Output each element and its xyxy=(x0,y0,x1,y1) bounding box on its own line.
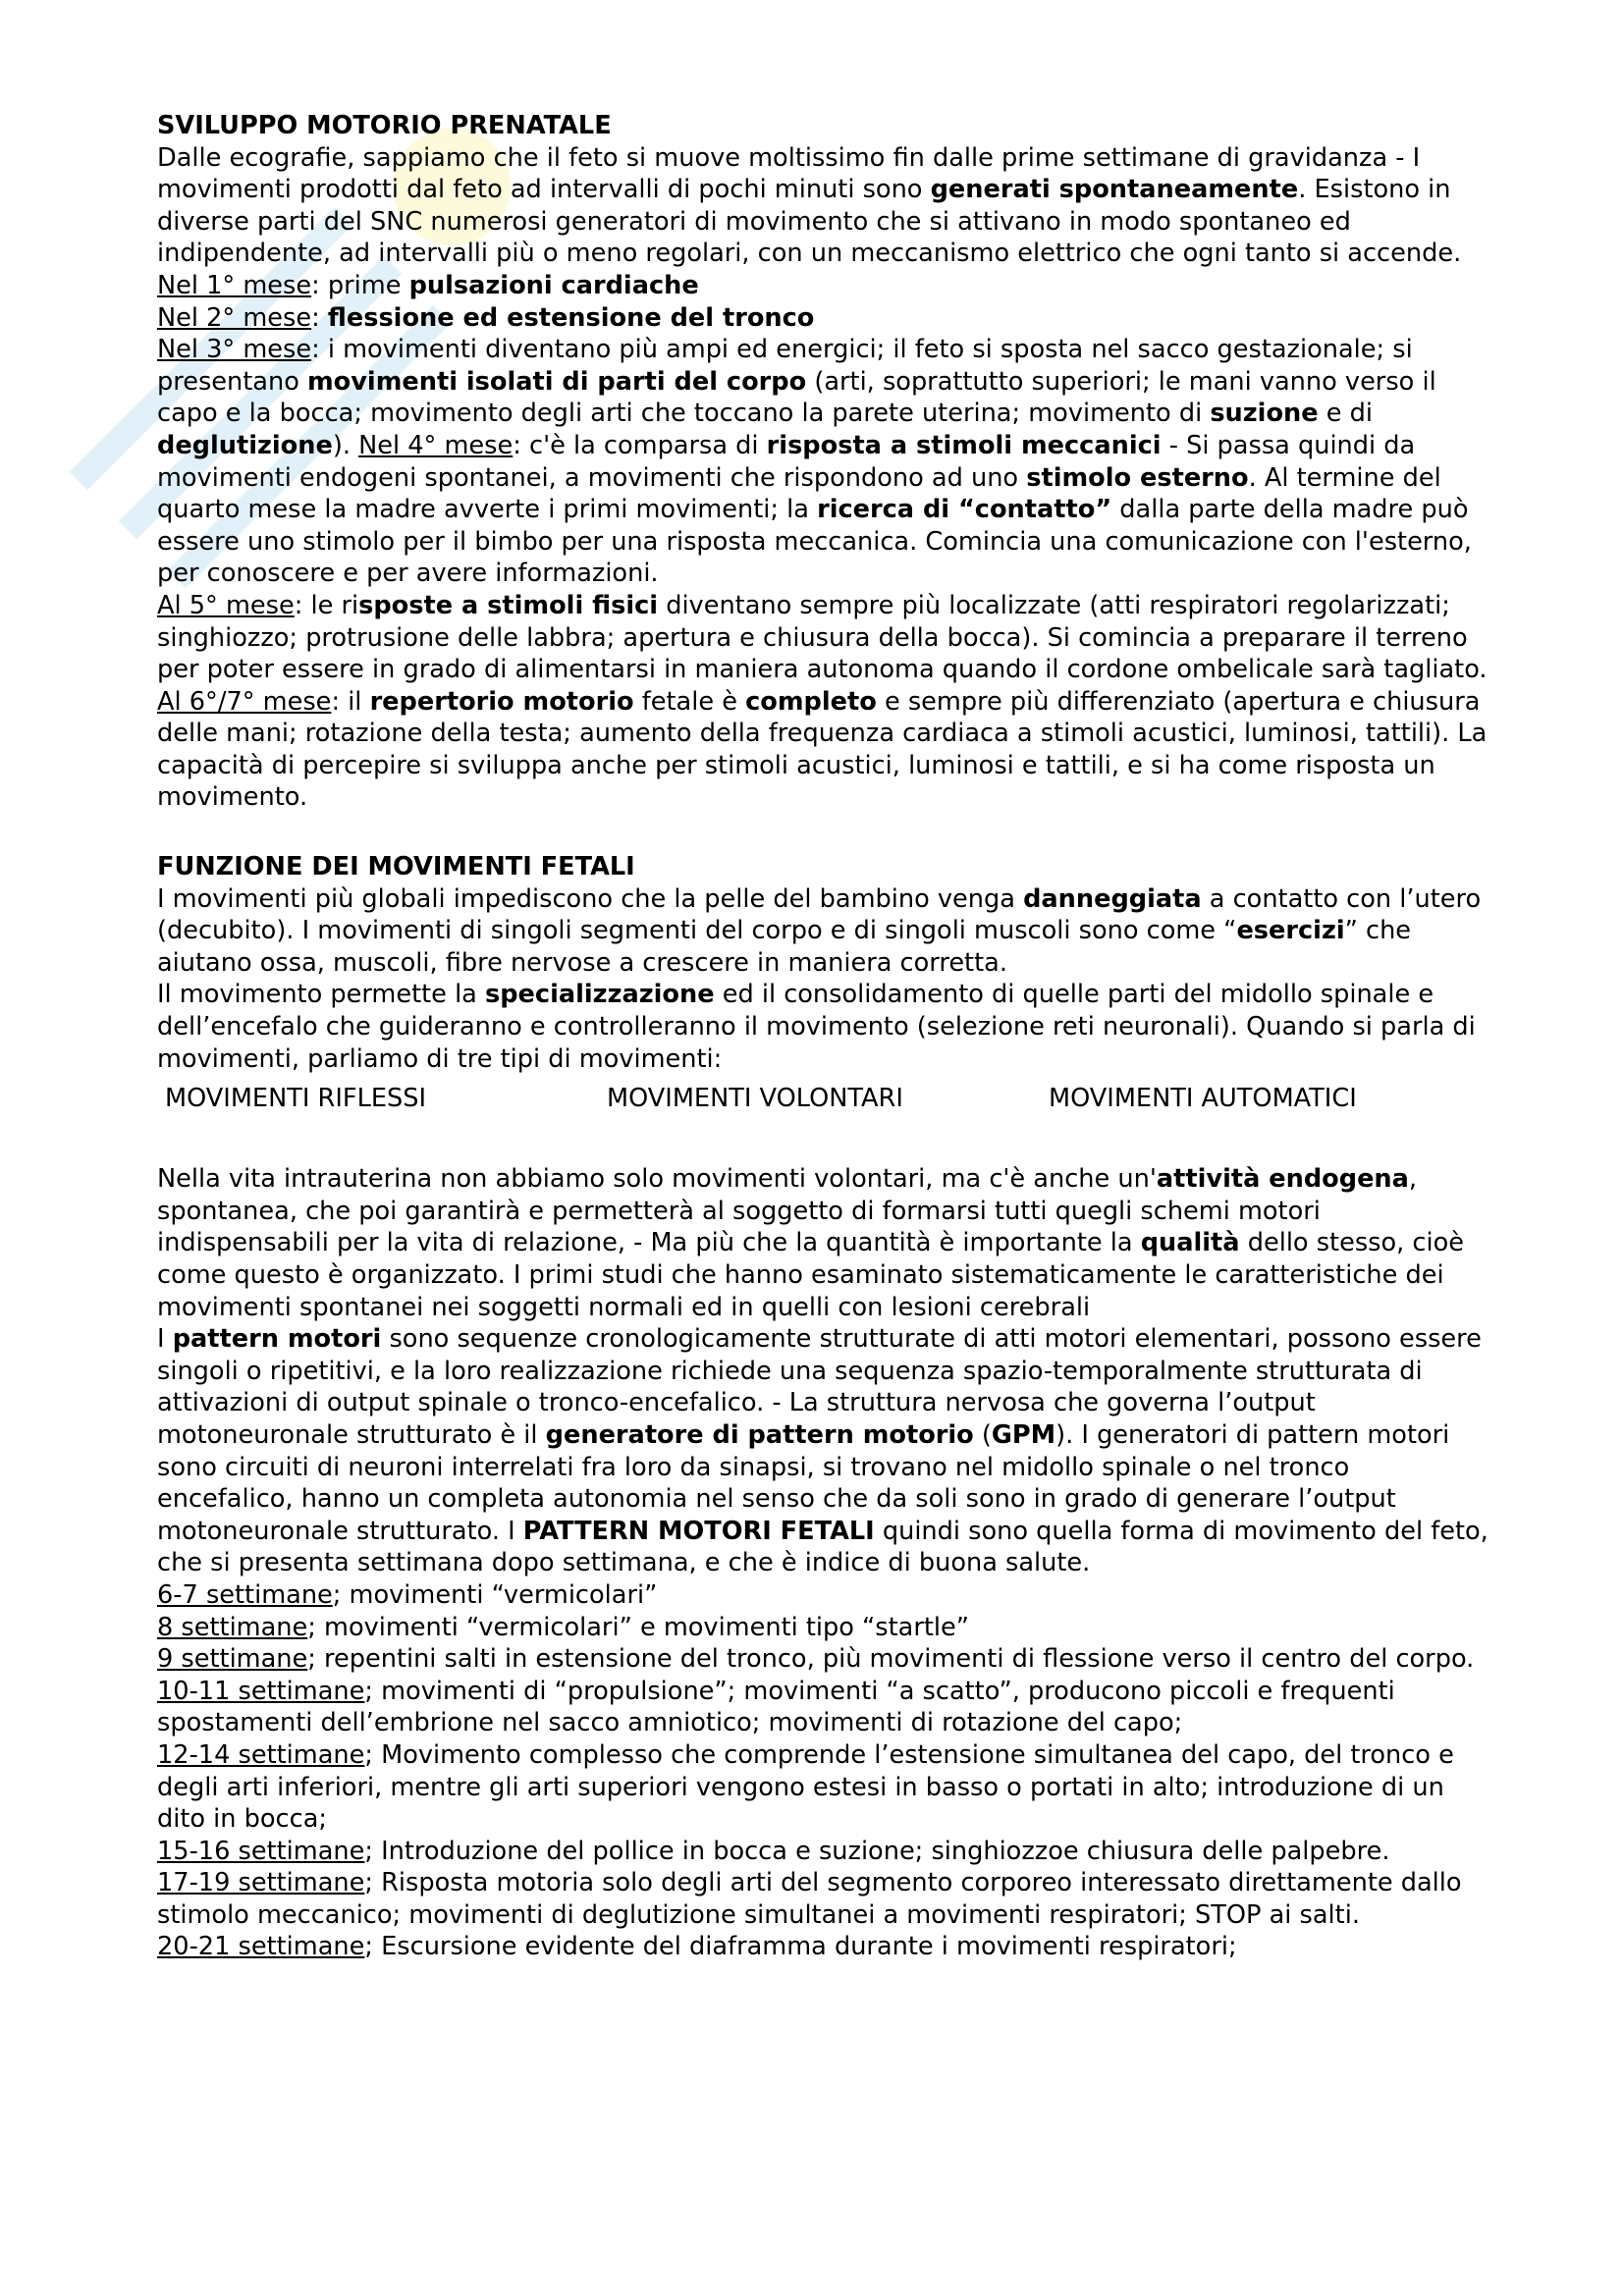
movement-type-reflex: MOVIMENTI RIFLESSI xyxy=(165,1084,427,1114)
text-run: ; repentini salti in estensione del tronco, più movimenti di flessione verso il centro del corpo. xyxy=(307,1644,1475,1675)
bold-text: generati spontaneamente xyxy=(930,175,1299,205)
text-run: e sempre più differenziato (apertura e chiusura delle mani; rotazione della testa; aumento della frequenza cardiaca a stimoli acustici, luminosi, tattili). La capacità di percepire si sviluppa anche per stimoli acustici, luminosi e tattili, e si ha come risposta un movimento. xyxy=(157,686,1488,813)
text-run: ; movimenti “vermicolari” e movimenti tipo “startle” xyxy=(307,1612,970,1642)
underlined-label: Nel 2° mese xyxy=(157,302,312,333)
bold-text: movimenti isolati di parti del corpo xyxy=(307,366,807,397)
underlined-label: 12-14 settimane xyxy=(157,1739,365,1770)
underlined-label: Al 6°/7° mese xyxy=(157,686,332,717)
paragraph-month-3-4 xyxy=(157,334,1492,590)
text-run: I xyxy=(157,1324,173,1355)
underlined-label: 8 settimane xyxy=(157,1612,308,1642)
bold-text: generatore di pattern motorio xyxy=(545,1419,974,1450)
text-run: I movimenti più globali impediscono che la pelle del bambino venga xyxy=(157,883,1024,914)
week-item xyxy=(157,1579,1492,1612)
text-run: ; Escursione evidente del diaframma durante i movimenti respiratori; xyxy=(364,1932,1237,1962)
text-run: dello stesso, cioè come questo è organizzato. I primi studi che hanno esaminato sistematicamente le caratteristiche dei movimenti spontanei nei soggetti normali ed in quelli con lesioni cerebrali xyxy=(157,1228,1465,1322)
bold-text: sposte a stimoli fisici xyxy=(358,590,659,620)
section-title-prenatal: SVILUPPO MOTORIO PRENATALE xyxy=(157,111,612,140)
text-run: : xyxy=(311,302,328,333)
text-run: fetale è xyxy=(633,686,746,717)
section-spacer xyxy=(157,814,1492,851)
underlined-label: 10-11 settimane xyxy=(157,1676,365,1706)
week-item xyxy=(157,1739,1492,1836)
paragraph-month-6-7 xyxy=(157,686,1492,814)
underlined-label: 17-19 settimane xyxy=(157,1868,365,1898)
underlined-label: Nel 4° mese xyxy=(358,430,514,460)
paragraph-endogenous-activity xyxy=(157,1163,1492,1323)
text-run: : le ri xyxy=(294,590,359,620)
bold-text: ricerca di “contatto” xyxy=(817,495,1112,525)
text-run: ). xyxy=(332,430,359,460)
text-run: Il movimento permette la xyxy=(157,980,485,1010)
bold-text: GPM xyxy=(991,1419,1056,1450)
bold-text: deglutizione xyxy=(157,430,333,460)
text-run: ” che aiutano ossa, muscoli, fibre nervose a crescere in maniera corretta. xyxy=(157,916,1412,978)
text-run: (arti, soprattutto superiori; le mani vanno verso il capo e la bocca; movimento degli arti che toccano la parete uterina; movimento di xyxy=(157,366,1436,429)
text-run: quindi sono quella forma di movimento del feto, che si presenta settimana dopo settimana, e che è indice di buona salute. xyxy=(157,1516,1488,1578)
section-title-fetal-movements: FUNZIONE DEI MOVIMENTI FETALI xyxy=(157,852,635,882)
text-run: ( xyxy=(973,1419,992,1450)
paragraph-intro xyxy=(157,142,1492,270)
text-run: , spontanea, che poi garantirà e permetterà al soggetto di formarsi tutti quegli schemi motori indispensabili per la vita di relazione, - Ma più che la quantità è importante la xyxy=(157,1164,1418,1258)
paragraph-month-2 xyxy=(157,302,1492,335)
underlined-label: 6-7 settimane xyxy=(157,1579,333,1610)
bold-text: esercizi xyxy=(1236,916,1345,946)
movement-type-voluntary: MOVIMENTI VOLONTARI xyxy=(607,1084,903,1114)
text-run: dalla parte della madre può essere uno stimolo per il bimbo per una risposta meccanica. Comincia una comunicazione con l'esterno, per conoscere e per avere informazioni. xyxy=(157,495,1472,589)
paragraph-month-5 xyxy=(157,590,1492,686)
bold-text: danneggiata xyxy=(1023,883,1202,914)
text-run: ). I generatori di pattern motori sono circuiti di neuroni interrelati fra loro da sinapsi, si trovano nel midollo spinale o nel tronco encefalico, hanno un completa autonomia nel senso che da soli sono in grado di generare l’output motoneuronale strutturato. I xyxy=(157,1419,1450,1546)
text-run: ; Movimento complesso che comprende l’estensione simultanea del capo, del tronco e degli arti inferiori, mentre gli arti superiori vengono estesi in basso o portati in alto; introduzione di un dito in bocca; xyxy=(157,1739,1454,1835)
paragraph-motor-patterns xyxy=(157,1323,1492,1579)
bold-text: qualità xyxy=(1140,1228,1240,1258)
underlined-label: 15-16 settimane xyxy=(157,1836,365,1866)
text-run: : i movimenti diventano più ampi ed energici; il feto si sposta nel sacco gestazionale; si presentano xyxy=(157,335,1413,397)
text-run: - Si passa quindi da movimenti endogeni spontanei, a movimenti che rispondono ad uno xyxy=(157,430,1416,493)
bold-text: risposta a stimoli meccanici xyxy=(766,430,1162,460)
text-run: : c'è la comparsa di xyxy=(513,430,767,460)
movement-types-row xyxy=(157,1083,1492,1114)
text-run: : il xyxy=(331,686,370,717)
text-run: e di xyxy=(1318,399,1373,429)
week-item xyxy=(157,1836,1492,1868)
bold-text: PATTERN MOTORI FETALI xyxy=(522,1516,875,1546)
bold-text: pulsazioni cardiache xyxy=(408,270,699,300)
text-run: ; Risposta motoria solo degli arti del segmento corporeo interessato direttamente dallo stimolo meccanico; movimenti di deglutizione simultanei a movimenti respiratori; STOP ai salti. xyxy=(157,1868,1462,1930)
bold-text: pattern motori xyxy=(172,1324,382,1355)
underlined-label: Nel 3° mese xyxy=(157,335,312,365)
text-run: Dalle ecografie, sappiamo che il feto si muove moltissimo fin dalle prime settimane di gravidanza - I movimenti prodotti dal feto ad intervalli di pochi minuti sono xyxy=(157,142,1421,205)
bold-text: specializzazione xyxy=(485,980,715,1010)
bold-text: stimolo esterno xyxy=(1026,462,1249,493)
underlined-label: 20-21 settimane xyxy=(157,1932,365,1962)
underlined-label: Nel 1° mese xyxy=(157,270,312,300)
paragraph-month-1 xyxy=(157,270,1492,302)
bold-text: repertorio motorio xyxy=(369,686,634,717)
week-item xyxy=(157,1931,1492,1963)
text-run: Nella vita intrauterina non abbiamo solo movimenti volontari, ma c'è anche un' xyxy=(157,1164,1157,1195)
bold-text: flessione ed estensione del tronco xyxy=(327,302,815,333)
bold-text: attività endogena xyxy=(1156,1164,1409,1195)
bold-text: completo xyxy=(745,686,877,717)
underlined-label: 9 settimane xyxy=(157,1644,308,1675)
document-page xyxy=(157,110,1492,1963)
text-run: : prime xyxy=(311,270,409,300)
paragraph-functions xyxy=(157,883,1492,980)
text-run: ; movimenti “vermicolari” xyxy=(332,1579,658,1610)
week-item xyxy=(157,1867,1492,1931)
week-item xyxy=(157,1612,1492,1644)
movement-type-automatic: MOVIMENTI AUTOMATICI xyxy=(1049,1084,1357,1114)
text-run: . Esistono in diverse parti del SNC numerosi generatori di movimento che si attivano in modo spontaneo ed indipendente, ad intervalli più o meno regolari, con un meccanismo elettrico che ogni tanto si accende. xyxy=(157,175,1462,269)
text-run: ed il consolidamento di quelle parti del midollo spinale e dell’encefalo che guideranno e controlleranno il movimento (selezione reti neuronali). Quando si parla di movimenti, parliamo di tre tipi di movimenti: xyxy=(157,980,1476,1074)
text-run: . Al termine del quarto mese la madre avverte i primi movimenti; la xyxy=(157,462,1441,525)
underlined-label: Al 5° mese xyxy=(157,590,295,620)
text-run: ; Introduzione del pollice in bocca e suzione; singhiozzoe chiusura delle palpebre. xyxy=(364,1836,1390,1866)
paragraph-specialization xyxy=(157,979,1492,1075)
bold-text: suzione xyxy=(1210,399,1319,429)
text-run: a contatto con l’utero (decubito). I movimenti di singoli segmenti del corpo e di singoli muscoli sono come “ xyxy=(157,883,1482,946)
text-run: ; movimenti di “propulsione”; movimenti “a scatto”, producono piccoli e frequenti spostamenti dell’embrione nel sacco amniotico; movimenti di rotazione del capo; xyxy=(157,1676,1395,1738)
text-run: sono sequenze cronologicamente strutturate di atti motori elementari, possono essere singoli o ripetitivi, e la loro realizzazione richiede una sequenza spazio-temporalmente strutturata di attivazioni di output spinale o tronco-encefalico. - La struttura nervosa che governa l’output motoneuronale strutturato è il xyxy=(157,1324,1482,1450)
week-item xyxy=(157,1643,1492,1676)
text-run: diventano sempre più localizzate (atti respiratori regolarizzati; singhiozzo; protrusione delle labbra; apertura e chiusura della bocca). Si comincia a preparare il terreno per poter essere in grado di alimentarsi in maniera autonoma quando il cordone ombelicale sarà tagliato. xyxy=(157,590,1488,685)
week-item xyxy=(157,1676,1492,1739)
